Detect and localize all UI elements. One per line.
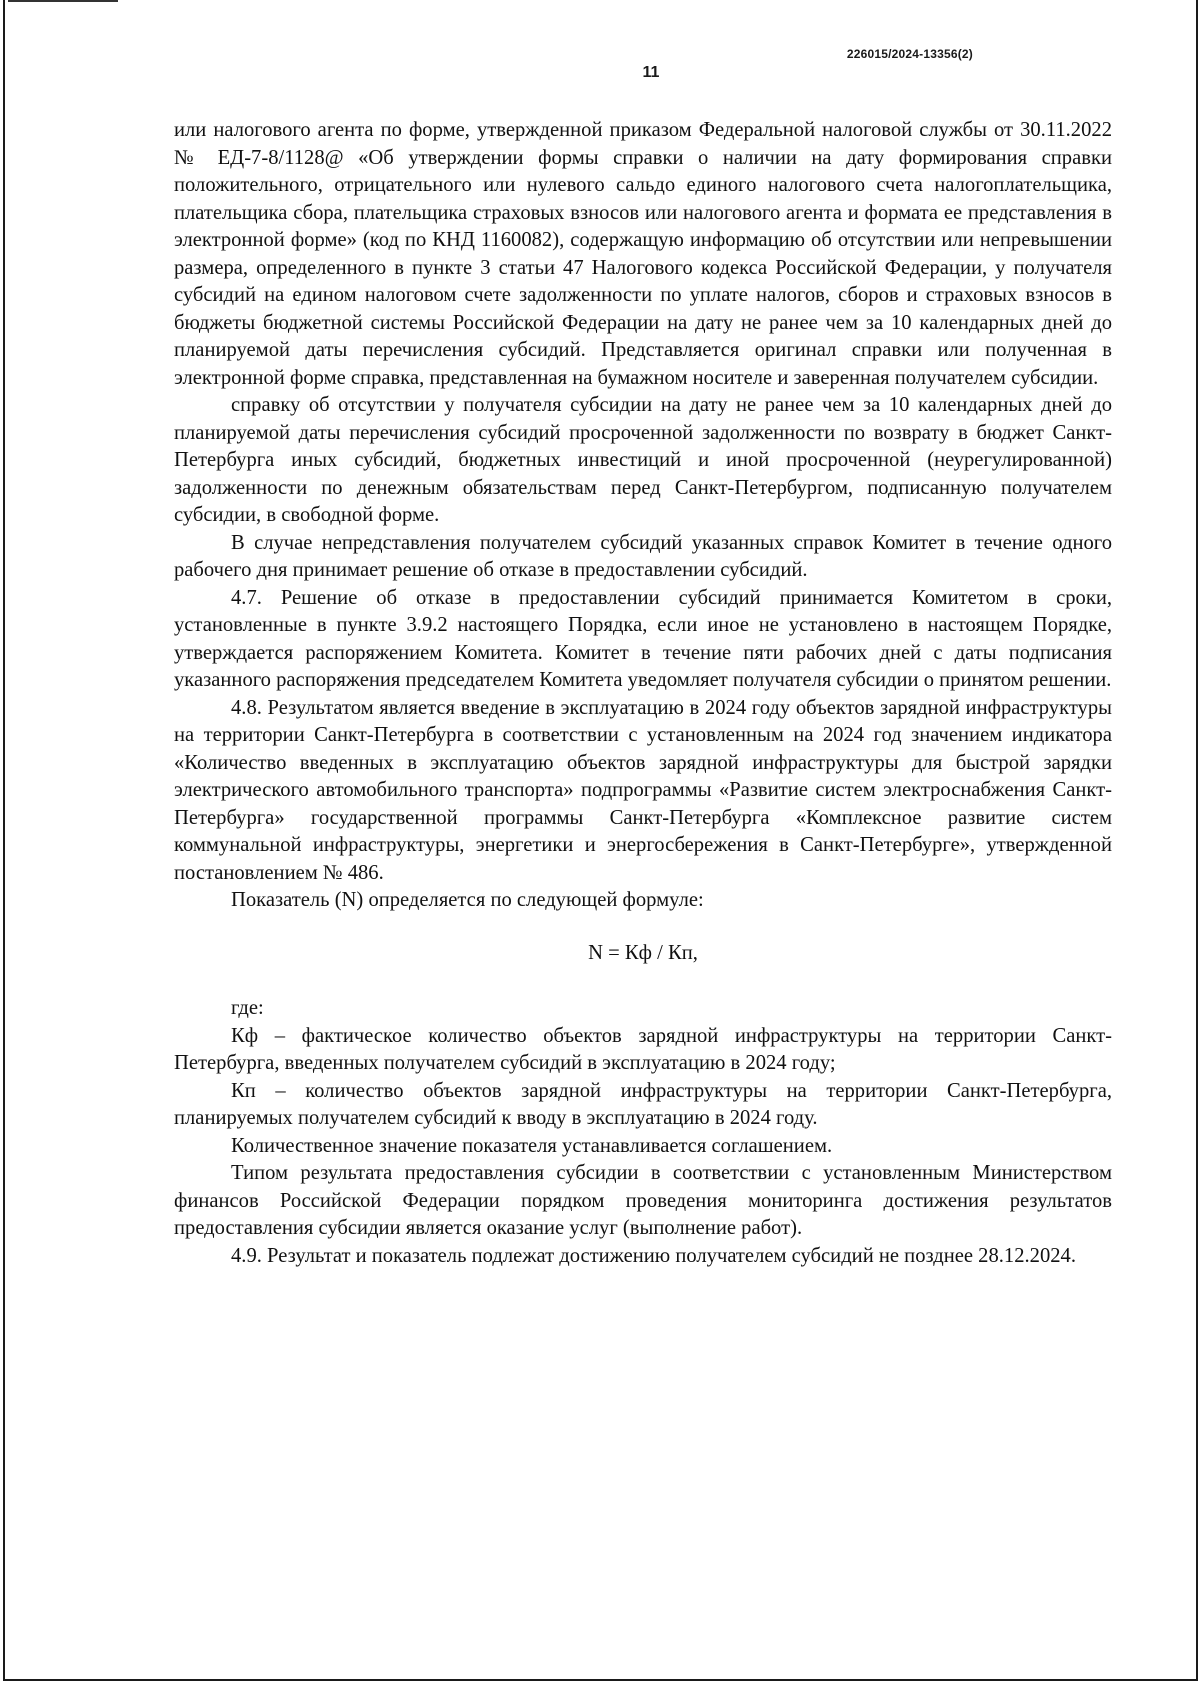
paragraph-indicator-intro: Показатель (N) определяется по следующей формуле: xyxy=(231,889,704,911)
paragraph-kp-definition: Кп – количество объектов зарядной инфраструктуры на территории Санкт-Петербурга, планируемых получателем субсидий к вводу в эксплуатацию в 2024 году. xyxy=(174,1079,1112,1129)
paragraph-tax-certificate: или налогового агента по форме, утвержденной приказом Федеральной налоговой службы от 30.11.2022 № ЕД-7-8/1128@ «Об утверждении формы справки о наличии на дату формирования справки положительного, отрицательного или нулевого сальдо единого налогового счета налогоплательщика, плательщика сбора, плательщика страховых взносов или налогового агента и формата ее представления в электронной форме» (код по КНД 1160082), содержащую информацию об отсутствии или непревышении размера, определенного в пункте 3 статьи 47 Налогового кодекса Российской Федерации, у получателя субсидий на едином налоговом счете задолженности по уплате налогов, сборов и страховых взносов в бюджеты бюджетной системы Российской Федерации на дату не ранее чем за 10 календарных дней до планируемой даты перечисления субсидий. Представляется оригинал справки или полученная в электронной форме справка, представленная на бумажном носителе и заверенная получателем субсидии. xyxy=(174,119,1112,389)
document-number: 226015/2024-13356(2) xyxy=(846,47,973,61)
paragraph-4-7: 4.7. Решение об отказе в предоставлении субсидий принимается Комитетом в сроки, установленные в пункте 3.9.2 настоящего Порядка, если иное не установлено в настоящем Порядке, утверждается распоряжением Комитета. Комитет в течение пяти рабочих дней с даты подписания указанного распоряжения председателем Комитета уведомляет получателя субсидии о принятом решении. xyxy=(174,586,1112,691)
paragraph-refusal-case: В случае непредставления получателем субсидий указанных справок Комитет в течение одного рабочего дня принимает решение об отказе в предоставлении субсидий. xyxy=(174,531,1112,581)
page-number: 11 xyxy=(642,64,660,81)
paragraph-quantitative-value: Количественное значение показателя устанавливается соглашением. xyxy=(231,1134,833,1157)
paragraph-result-type: Типом результата предоставления субсидии в соответствии с установленным Министерством финансов Российской Федерации порядком проведения мониторинга достижения результатов предоставления субсидии является оказание услуг (выполнение работ). xyxy=(174,1162,1112,1239)
paragraph-4-8: 4.8. Результатом является введение в эксплуатацию в 2024 году объектов зарядной инфраструктуры на территории Санкт-Петербурга в соответствии с установленным на 2024 год значением индикатора «Количество введенных в эксплуатацию объектов зарядной инфраструктуры для быстрой зарядки электрического автомобильного транспорта» подпрограммы «Развитие систем электроснабжения Санкт-Петербурга» государственной программы Санкт-Петербурга «Комплексное развитие систем коммунальной инфраструктуры, энергетики и энергосбережения в Санкт-Петербурге», утвержденной постановлением № 486. xyxy=(174,696,1112,884)
scan-top-mark xyxy=(8,0,118,2)
formula: N = Кф / Кп, xyxy=(588,941,698,964)
document-body xyxy=(174,117,1112,1270)
paragraph-kf-definition: Кф – фактическое количество объектов зарядной инфраструктуры на территории Санкт-Петербурга, введенных получателем субсидий в эксплуатацию в 2024 году; xyxy=(174,1024,1112,1074)
paragraph-debt-certificate: справку об отсутствии у получателя субсидии на дату не ранее чем за 10 календарных дней до планируемой даты перечисления субсидий просроченной задолженности по возврату в бюджет Санкт-Петербурга иных субсидий, бюджетных инвестиций и иной просроченной (неурегулированной) задолженности по денежным обязательствам перед Санкт-Петербургом, подписанную получателем субсидии, в свободной форме. xyxy=(174,394,1112,526)
paragraph-4-9: 4.9. Результат и показатель подлежат достижению получателем субсидий не позднее 28.12.2024. xyxy=(231,1244,1077,1267)
paragraph-where: где: xyxy=(231,997,264,1019)
